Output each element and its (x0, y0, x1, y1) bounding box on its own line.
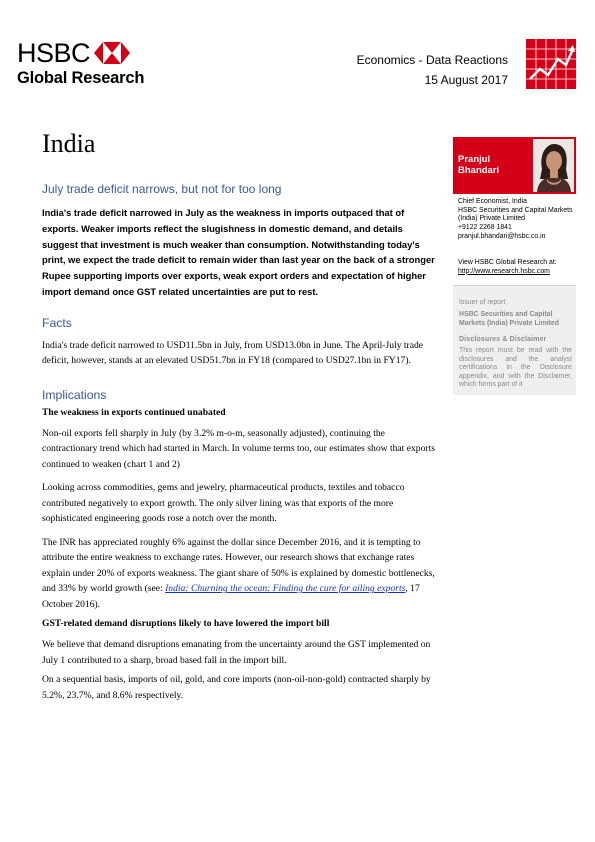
author-portrait-icon (533, 139, 574, 192)
disclosures-label: Disclosures & Disclaimer (459, 336, 547, 343)
hexagon-logo-icon (94, 42, 130, 64)
issuer-name: HSBC Securities and Capital Markets (India) Private Limited (459, 311, 559, 327)
paragraph-exchange-rate-end: , 17 October 2016). (42, 583, 420, 610)
issuer-panel (453, 285, 576, 395)
subheading-exports: The weakness in exports continued unabated (42, 406, 226, 418)
research-link-url[interactable]: http://www.research.hsbc.com (458, 267, 550, 275)
main-content (42, 205, 437, 703)
paragraph-exchange-rate-text: The INR has appreciated roughly 6% against the dollar since December 2016, and it is tempting to attribute the entire weakness to exchange rates. However, our research shows that exchange rates explain under 20% of exports weakness. The giant share of 50% is explained by domestic bottlenecks, and 33% by world growth (see: (42, 536, 435, 595)
author-last-name: Bhandari (458, 165, 500, 176)
author-phone: +9122 2268 1841 (458, 224, 512, 232)
author-role: Chief Economist, India (458, 198, 527, 205)
research-link-label: View HSBC Global Research at: (458, 259, 557, 266)
division-name: Global Research (17, 69, 145, 87)
summary: India's trade deficit narrowed in July as the weakness in imports outpaced that of exports. Weaker imports reflect the slugishness in domestic demand, and details suggest that investment is much weaker than consumption. Notwithstanding today's print, we expect the trade deficit to remain wider than last year on the back of a stronger Rupee supporting imports over exports, weak export orders and expectation of higher import demand once GST related uncertainties are put to rest. (42, 207, 435, 297)
paragraph-exports: Non-oil exports fell sharply in July (by 3.2% m-o-m, seasonally adjusted), continuing the contractionary trend which had started in March. In volume terms too, our estimates show that exports continued to weaken (chart 1 and 2) (42, 427, 435, 470)
facts-heading: Facts (42, 315, 72, 330)
author-photo (533, 139, 574, 192)
paragraph-commodities: Looking across commodities, gems and jewelry, pharmaceutical products, textiles and tobacco contributed negatively to export growth. The only silver lining was that exports of the more sophisticated engineering goods rose a notch over the month. (42, 482, 405, 525)
disclosures-text: This report must be read with the disclosures and the analyst certifications in the Disclosure appendix, and with the Disclaimer, which forms part of it (459, 347, 572, 388)
report-date: 15 August 2017 (424, 73, 508, 87)
author-company: HSBC Securities and Capital Markets (India) Private Limited (458, 206, 573, 223)
hsbc-logo (17, 40, 147, 88)
report-link[interactable]: India: Churning the ocean: Finding the cure for ailing exports (165, 583, 406, 595)
author-details (458, 196, 576, 242)
research-link-box (458, 259, 576, 276)
author-first-name: Pranjul (458, 154, 491, 165)
facts-text: India's trade deficit narrowed to USD11.5bn in July, from USD13.0bn in June. The April-July trade deficit, however, stands at an elevated USD51.7bn in FY18 (compared to USD27.1bn in FY17). (42, 339, 424, 367)
author-name (458, 154, 499, 176)
headline: July trade deficit narrows, but not for too long (42, 182, 282, 196)
paragraph-gst: We believe that demand disruptions emanating from the uncertainty around the GST implemented on July 1 contributed to a sharp, broad based fall in the import bill. (42, 639, 431, 666)
issuer-label: Issuer of report (459, 299, 506, 306)
subheading-gst: GST-related demand disruptions likely to have lowered the import bill (42, 618, 330, 630)
implications-heading: Implications (42, 387, 107, 402)
brand-name: HSBC (17, 38, 91, 68)
paragraph-exchange-rate (42, 535, 437, 613)
page-title: India (42, 129, 96, 158)
author-card (453, 137, 576, 194)
report-type: Economics - Data Reactions (356, 53, 508, 67)
report-meta (357, 50, 508, 90)
chart-grid-icon (526, 39, 576, 89)
paragraph-imports: On a sequential basis, imports of oil, gold, and core imports (non-oil-non-gold) contracted sharply by 5.2%, 23.7%, and 8.6% respectively. (42, 674, 431, 701)
author-email[interactable]: pranjul.bhandari@hsbc.co.in (458, 232, 546, 240)
